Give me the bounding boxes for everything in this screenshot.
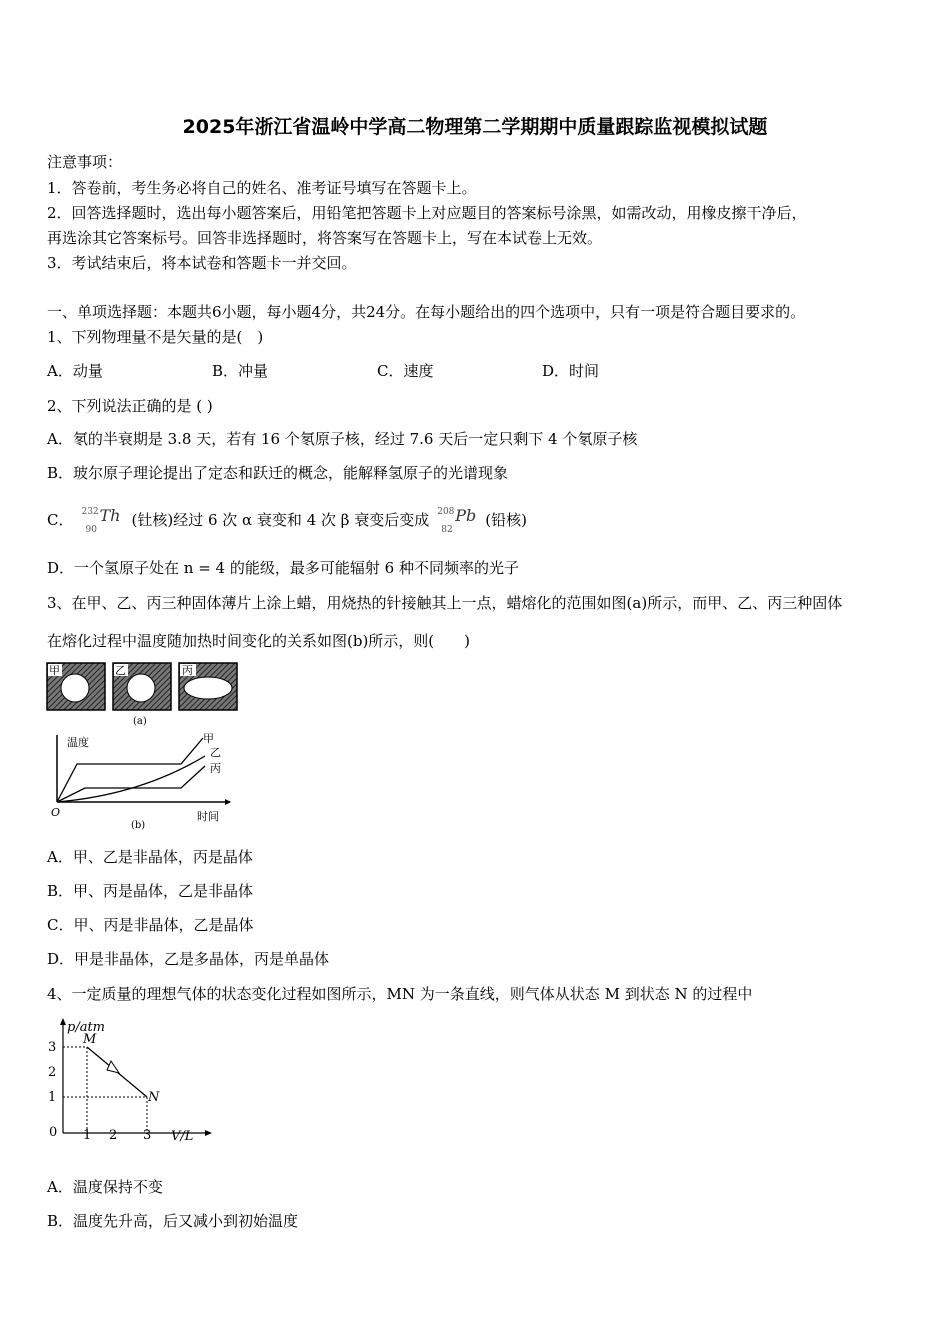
p-axis-label: p/atm <box>67 1020 106 1035</box>
curve-label-bing: 丙 <box>210 762 221 775</box>
plate-label-jia: 甲 <box>49 664 60 677</box>
curve-label-yi: 乙 <box>210 746 221 759</box>
notice-item-2: 2．回答选择题时，选出每小题答案后，用铅笔把答题卡上对应题目的答案标号涂黑，如需改动，用橡皮擦干净后， <box>47 204 807 222</box>
notice-item-2-cont: 再选涂其它答案标号。回答非选择题时，将答案写在答题卡上，写在本试卷上无效。 <box>47 229 603 247</box>
q2-option-c-end: (铅核) <box>485 511 527 529</box>
pb-symbol: Pb <box>455 506 477 525</box>
x-axis-label: 时间 <box>197 810 219 823</box>
th-atomic-number: 90 <box>85 525 97 535</box>
q1-option-b: B．冲量 <box>212 362 269 380</box>
q4-pv-diagram <box>45 1015 215 1145</box>
notice-item-3: 3．考试结束后，将本试卷和答题卡一并交回。 <box>47 254 357 272</box>
point-n-label: N <box>148 1090 160 1105</box>
q3-option-b: B．甲、丙是晶体，乙是非晶体 <box>47 882 254 900</box>
q2-option-b: B．玻尔原子理论提出了定态和跃迁的概念，能解释氢原子的光谱现象 <box>47 464 509 482</box>
q4-option-b: B．温度先升高，后又减小到初始温度 <box>47 1212 299 1230</box>
point-m-label: M <box>83 1032 97 1047</box>
q1-option-a: A．动量 <box>47 362 103 380</box>
q3-option-c: C．甲、丙是非晶体，乙是晶体 <box>47 916 254 934</box>
q2-option-c-text: (钍核)经过 6 次 α 衰变和 4 次 β 衰变后变成 <box>131 511 430 529</box>
q2-stem: 2、下列说法正确的是 ( ) <box>47 397 213 415</box>
origin-label-q4: 0 <box>49 1125 58 1140</box>
caption-b: (b) <box>131 820 146 830</box>
q2-option-d: D．一个氢原子处在 n = 4 的能级，最多可能辐射 6 种不同频率的光子 <box>47 559 519 577</box>
thorium-nuclide <box>73 508 127 534</box>
p-tick-2: 2 <box>48 1065 57 1080</box>
section-heading: 一、单项选择题：本题共6小题，每小题4分，共24分。在每小题给出的四个选项中，只有一项是符合题目要求的。 <box>47 303 806 321</box>
curve-yi <box>57 756 205 802</box>
q1-stem: 1、下列物理量不是矢量的是( ) <box>47 328 264 346</box>
p-tick-1: 1 <box>48 1090 57 1105</box>
y-axis-label: 温度 <box>67 736 89 749</box>
q2-option-c-label: C． <box>47 511 74 529</box>
pb-mass-number: 208 <box>437 507 455 517</box>
plate-label-yi: 乙 <box>115 664 126 677</box>
page-title: 2025年浙江省温岭中学高二物理第二学期期中质量跟踪监视模拟试题 <box>182 116 768 138</box>
v-tick-3: 3 <box>143 1128 152 1143</box>
th-mass-number: 232 <box>81 507 99 517</box>
q2-option-a: A．氡的半衰期是 3.8 天，若有 16 个氡原子核，经过 7.6 天后一定只剩下 4 个氡原子核 <box>47 430 638 448</box>
plate-label-bing: 丙 <box>182 664 193 677</box>
v-tick-1: 1 <box>83 1128 92 1143</box>
pb-atomic-number: 82 <box>441 525 453 535</box>
notice-item-1: 1．答卷前，考生务必将自己的姓名、准考证号填写在答题卡上。 <box>47 179 477 197</box>
curve-label-jia: 甲 <box>203 732 214 745</box>
q3-stem-line1: 3、在甲、乙、丙三种固体薄片上涂上蜡，用烧热的针接触其上一点，蜡熔化的范围如图(a)所示，而甲、乙、丙三种固体 <box>47 594 843 612</box>
th-symbol: Th <box>99 506 121 525</box>
notice-heading: 注意事项： <box>47 153 123 171</box>
q4-stem: 4、一定质量的理想气体的状态变化过程如图所示，MN 为一条直线，则气体从状态 M 到状态 N 的过程中 <box>47 985 753 1003</box>
q3-option-d: D．甲是非晶体，乙是多晶体，丙是单晶体 <box>47 950 330 968</box>
q1-option-d: D．时间 <box>542 362 600 380</box>
caption-a: (a) <box>133 716 147 727</box>
q3-option-a: A．甲、乙是非晶体，丙是晶体 <box>47 848 253 866</box>
direction-arrow <box>107 1061 119 1073</box>
v-axis-label: V/L <box>171 1129 194 1144</box>
q3-stem-line2: 在熔化过程中温度随加热时间变化的关系如图(b)所示，则( ) <box>47 632 471 650</box>
q4-option-a: A．温度保持不变 <box>47 1178 163 1196</box>
p-tick-3: 3 <box>48 1040 57 1055</box>
v-tick-2: 2 <box>109 1128 118 1143</box>
origin-label: O <box>51 806 61 819</box>
curve-bing <box>57 766 205 802</box>
lead-nuclide <box>429 508 483 534</box>
q2-option-c <box>47 508 527 534</box>
q3-figure <box>45 660 245 830</box>
q1-option-c: C．速度 <box>377 362 434 380</box>
